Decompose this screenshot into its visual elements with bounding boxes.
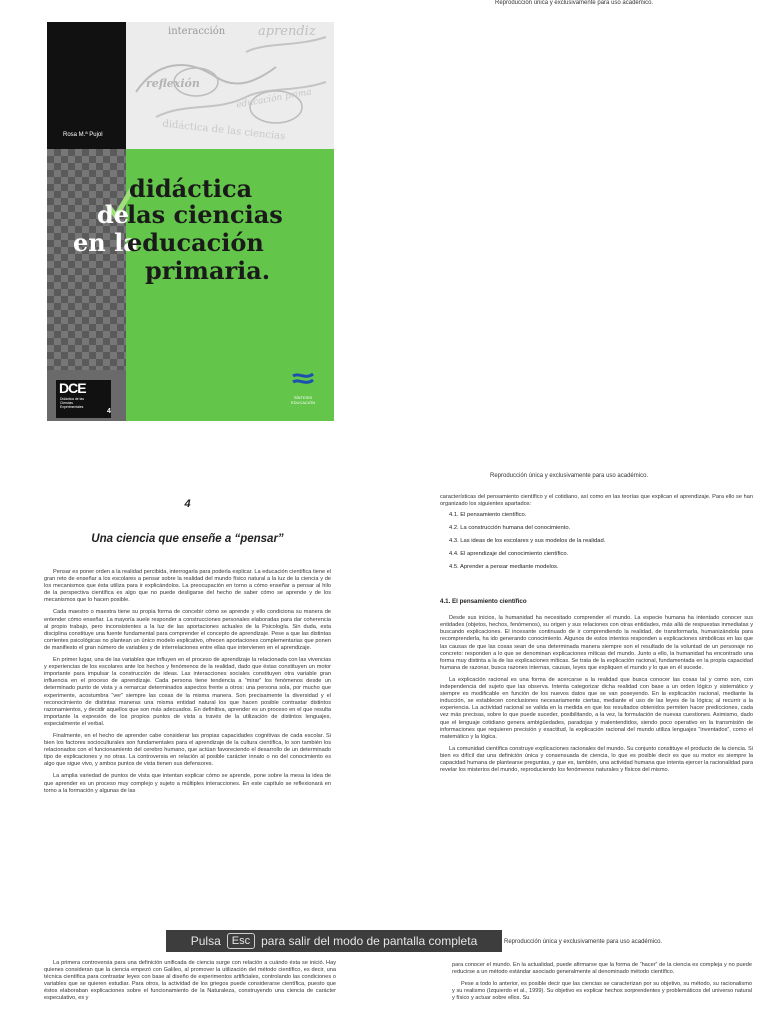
section-list-item: 4.1. El pensamiento científico.	[449, 512, 527, 519]
section-paragraph: La explicación racional es una forma de acercarse a la realidad que busca conocer las cosas tal y como son, con independencia del sujeto que las observa. Intenta categorizar dicha realidad con base a un orden lógico y sistemático y siempre es modificable en función de los nuevos datos que se van poseyendo. En la explicación racional, mediante la inducción, se establecen conclusiones necesariamente ciertas, mediante el uso de las leyes de la lógica; al recurrir a la experiencia. La actividad racional se valida en la medida en que los resultados obtenidos permiten hacer predicciones, cada vez más precisas, sobre lo que puede suceder, posibilitando, a la vez, la formulación de nuevas cuestiones. Asimismo, dado que el lenguaje cotidiano genera ambigüedades, paradojas y malentendidos, siendo poco operativo en la transmisión de informaciones que requieren precisión y exactitud, la explicación racional del mundo utiliza lenguajes “inventados”, como el matemático y la lógica.	[440, 676, 753, 740]
section-body	[440, 615, 753, 774]
cover-sketch-illustration	[126, 22, 334, 149]
section-heading: 4.1. El pensamiento científico	[440, 598, 527, 606]
cover-word-interaccion: interacción	[168, 26, 226, 37]
cover-title-word-1: didáctica	[129, 174, 253, 203]
toast-text-before: Pulsa	[190, 934, 221, 948]
section-list	[440, 512, 753, 570]
page-header-notice-top: Reproducción única y exclusivamente para uso académico.	[495, 0, 654, 6]
chapter-paragraph: En primer lugar, una de las variables que influyen en el proceso de aprendizaje la relacionada con las vivencias y experiencias de los escolares ante los hechos y fenómenos de la realidad, dado que éstas constituyen un motor importante para impulsar la construcción de ideas. Las interacciones sociales constituyen otra variable gran influencia en el proceso de aprendizaje. Cada persona tiene tendencia a “mirar” los fenómenos desde un determinado punto de vista y a remarcar determinados aspectos frente a otros: una persona sola, por mucho que experimente, acostumbra “ver” siempre las cosas de la misma manera. Son precisamente la diversidad y el reconocimiento de distintas maneras una misma entidad natural los que hacen posible contrastar distintos razonamientos, y decidir aquellos que son más adecuados. En definitiva, aprender es un proceso en el que resulta importante la expresión de los propios puntos de vista a través de la utilización de distintos lenguajes, especialmente el verbal.	[44, 657, 331, 727]
cover-title-word-3: educación	[127, 228, 264, 257]
series-logo	[56, 380, 111, 418]
bottom-right-body	[452, 962, 752, 1002]
page-header-notice-bottom: Reproducción única y exclusivamente para uso académico.	[504, 939, 663, 945]
cover-title-prefix-de: de	[97, 200, 130, 229]
publisher-imprint: EDUCACIÓN	[291, 400, 316, 405]
document-page-bottom-right	[452, 962, 752, 1024]
cover-word-aprendiz: aprendiz	[258, 24, 316, 39]
chapter-body	[44, 569, 331, 795]
chapter-number: 4	[184, 498, 191, 510]
publisher-logo	[291, 370, 315, 405]
bottom-left-body	[44, 960, 336, 1003]
cover-title-word-4: primaria.	[145, 256, 271, 285]
series-number: 4	[107, 408, 111, 415]
document-page-left	[44, 490, 331, 920]
toast-text-after: para salir del modo de pantalla completa	[261, 934, 478, 948]
cover-author: Rosa M.ª Pujol	[63, 132, 103, 138]
chapter-paragraph: La amplia variedad de puntos de vista que intentan explicar cómo se aprende, pone sobre la mesa la idea de que aprender es un proceso muy complejo y sujeto a múltiples interacciones. En este capítulo se reflexionará en torno a la formación y algunas de las	[44, 773, 331, 794]
series-name: Didáctica de las Ciencias Experimentales	[60, 397, 84, 409]
book-cover	[47, 22, 334, 421]
cover-word-educacion: educación prima	[235, 87, 313, 111]
series-code: DCE	[59, 380, 86, 396]
cover-word-didactica: didáctica de las ciencias	[161, 118, 286, 143]
bottom-right-paragraph: Pese a todo lo anterior, es posible decir que las ciencias se caracterizan por su objetivo, su método, su racionalismo y su realismo (Izquierdo et al., 1999). Su objetivo es explicar hechos sorprendentes y problemáticos del universo natural y físico y actuar sobre ellos. Su	[452, 981, 752, 1002]
publisher-wave-icon	[291, 370, 315, 390]
section-list-item: 4.3. Las ideas de los escolares y sus modelos de la realidad.	[449, 538, 606, 545]
section-list-item: 4.2. La construcción humana del conocimiento.	[449, 525, 571, 532]
cover-author-panel	[47, 22, 126, 149]
bottom-right-paragraph: para conocer el mundo. En la actualidad, puede afirmarse que la forma de “hacer” de la ciencia es compleja y no puede reducirse a un método estándar asociado generalmente al denominado método científico.	[452, 962, 752, 976]
chapter-title: Una ciencia que enseñe a “pensar”	[91, 533, 284, 545]
cover-title-word-2: las ciencias	[127, 200, 283, 229]
esc-key-hint[interactable]: Esc	[227, 933, 255, 949]
publisher-name: SÍNTESIS	[293, 395, 313, 400]
fullscreen-exit-toast	[166, 930, 502, 952]
chapter-paragraph: Pensar es poner orden a la realidad percibida, interrogarla para poderla explicar. La educación científica tiene el gran reto de enseñar a los escolares a pensar sobre la realidad del mundo físico natural a la luz de la ciencia y de los mecanismos que ésta utiliza para ir explicándolos. La preocupación en torno a cómo enseñar a pensar al hilo de la perspectiva científica es algo que no puede desligarse del hecho de saber cómo se aprende y de los mecanismos que lo hacen posible.	[44, 569, 331, 604]
section-list-item: 4.5. Aprender a pensar mediante modelos.	[449, 564, 559, 571]
section-paragraph: Desde sus inicios, la humanidad ha necesitado comprender el mundo. La especie humana ha intentado conocer sus entidades (objetos, hechos, fenómenos), su origen y sus relaciones con otras entidades, más allá de respuestas inmediatas y buscando explicaciones. El incesante continuado de ir comprendiendo la realidad, de transformarla, humanizándola para recomprenderla, ha ido generando conocimiento. Algunos de estos intentos responden a explicaciones simbólicas en las que las causas de que las cosas sean de una determinada manera siempre son el resultado de la voluntad de un personaje no concreto: responden a lo que se denominan explicaciones míticas del mundo. Junto a ello, la humanidad ha encontrado una forma muy distinta a la de las explicaciones míticas. Se trata de la explicación racional, fundamentada en la propia capacidad humana de razonar, busca razones internas, causas, leyes que expliquen el mundo y lo que en él sucede.	[440, 615, 753, 671]
page-header-notice-middle: Reproducción única y exclusivamente para uso académico.	[490, 473, 649, 479]
cover-word-reflexion: reflexión	[146, 77, 200, 90]
document-page-right	[440, 494, 753, 914]
section-list-item: 4.4. El aprendizaje del conocimiento científico.	[449, 551, 569, 558]
section-paragraph: La comunidad científica construye explicaciones racionales del mundo. Su conjunto constituye el producto de la ciencia. Si bien es difícil dar una definición única y consensuada de ciencia, lo que es posible decir es que su motor es siempre la capacidad humana de plantearse preguntas, y que es, también, una actividad humana que intenta ejercer la racionalidad para revelar los misterios del mundo, reproduciendo los fenómenos naturales y físicos del mismo.	[440, 745, 753, 774]
chapter-paragraph: Finalmente, en el hecho de aprender cabe considerar las propias capacidades cognitivas de cada escolar. Si bien los factores socioculturales son fundamentales para el aprendizaje de la cultura científica, lo son también los relacionados con el funcionamiento del cerebro humano, que actúan favoreciendo el desarrollo de un determinado tipo de explicaciones y no otras. La controversia en relación al posible carácter innato o no del conocimiento es algo que sigue vivo, y ambos puntos de vista tienen sus defensores.	[44, 732, 331, 768]
right-intro: características del pensamiento científico y el cotidiano, así como en las teorías que explican el aprendizaje. Para ello se han organizado los siguientes apartados:	[440, 494, 753, 508]
document-page-bottom-left	[44, 960, 336, 1024]
chapter-paragraph: Cada maestro o maestra tiene su propia forma de concebir cómo se aprende y ello condiciona su manera de entender cómo enseñar. La mayoría suele responder a construcciones personales elaboradas para dar coherencia al propio trabajo, pero inconsistentes a la luz de las aportaciones actuales de la Psicología. Sin duda, esta disciplina constituye una fuente fundamental para comprender el concepto de aprendizaje. Pese a que las distintas corrientes psicológicas no plantean un único modelo explicativo, ofrecen aportaciones complementarias que ponen de manifiesto el gran número de variables y de interrelaciones entre ellas que intervienen en el aprendizaje.	[44, 609, 331, 651]
cover-title-prefix-enla: en la	[73, 228, 139, 257]
bottom-left-paragraph: La primera controversia para una definición unificada de ciencia surge con relación a cuándo ésta se inició. Hay quienes consideran que la ciencia empezó con Galileo, al promover la utilización del método científico, es decir, una técnica científica para contrastar leyes con base al diseño de experimentos artificiales, controlando las condiciones o variables que se quieren estudiar. Para otros, la actividad de los griegos puede considerarse científica, puesto que éstos elaboraban explicaciones sobre el funcionamiento de la Naturaleza, construyendo una ciencia de carácter especulativo, es y	[44, 960, 336, 1002]
